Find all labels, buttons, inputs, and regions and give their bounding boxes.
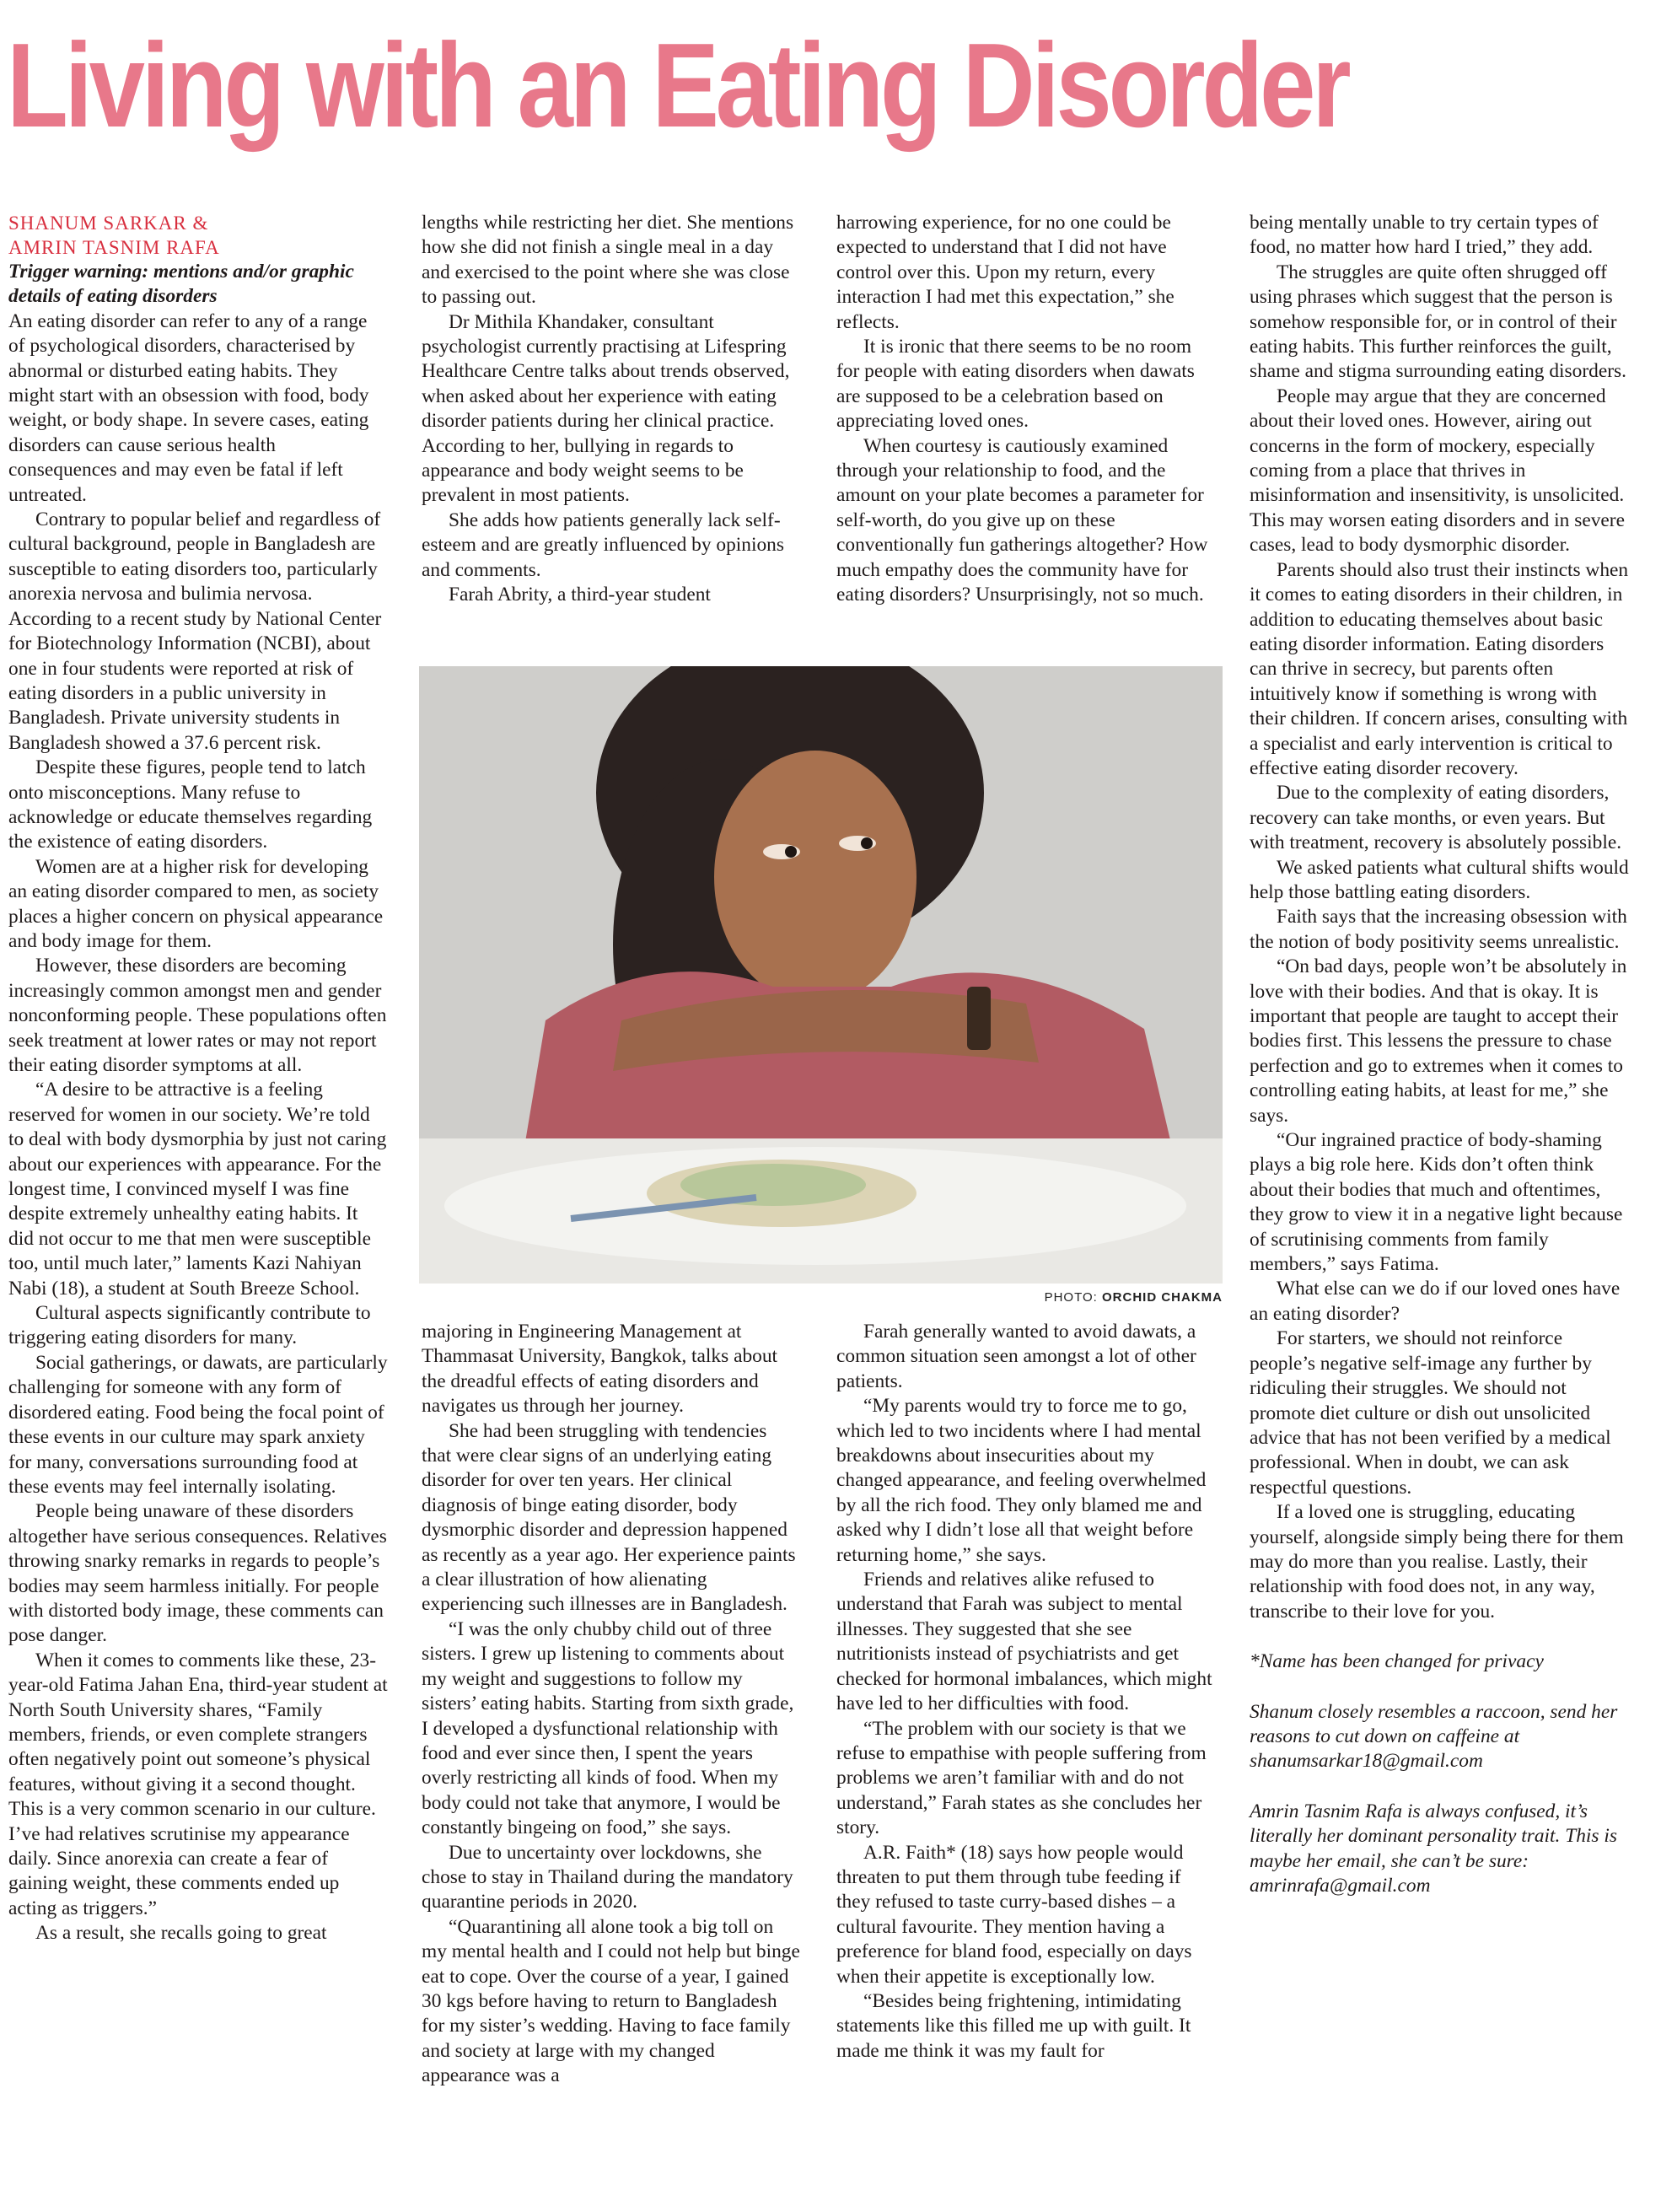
article-column-2-top	[422, 211, 801, 608]
paragraph: “Quarantining all alone took a big toll on my mental health and I could not help but binge eat to cope. Over the course of a year, I gained 30 kgs before having to return to Bangladesh for my sister’s wedding. Having to face family and society at large with my changed appearance was a	[422, 1915, 800, 2087]
author-bio-amrin: Amrin Tasnim Rafa is always confused, it’s literally her dominant personality trait. This is maybe her email, she can’t be sure: amrinrafa@gmail.com	[1250, 1800, 1617, 1897]
trigger-warning: Trigger warning: mentions and/or graphic details of eating disorders	[8, 261, 354, 308]
paragraph: majoring in Engineering Management at Thammasat University, Bangkok, talks about the dreadful effects of eating disorders and navigates us through her journey.	[422, 1321, 778, 1418]
article-column-3-bottom	[836, 1320, 1216, 2064]
paragraph: People being unaware of these disorders altogether have serious consequences. Relatives throwing snarky remarks in regards to people’s bodies may seem harmless initially. For people with distorted body image, these comments can pose danger.	[8, 1500, 387, 1647]
paragraph: lengths while restricting her diet. She mentions how she did not finish a single meal in a day and exercised to the point where she was close to passing out.	[422, 212, 794, 309]
author-2: AMRIN TASNIM RAFA	[8, 237, 220, 258]
paragraph: Farah generally wanted to avoid dawats, a common situation seen amongst a lot of other patients.	[836, 1321, 1196, 1392]
paragraph: Faith says that the increasing obsession with the notion of body positivity seems unrealistic.	[1250, 906, 1627, 953]
page-title: Living with an Eating Disorder	[7, 19, 1348, 153]
paragraph: Due to uncertainty over lockdowns, she chose to stay in Thailand during the mandatory quarantine periods in 2020.	[422, 1841, 793, 1913]
paragraph: Social gatherings, or dawats, are particularly challenging for someone with any form of disordered eating. Food being the focal point of these events in our culture may spark anxiety for many, conversations surrounding food at these events may feel internally isolating.	[8, 1351, 388, 1498]
article-photo	[419, 666, 1223, 1284]
author-1: SHANUM SARKAR &	[8, 213, 209, 234]
photo-credit-name: ORCHID CHAKMA	[1102, 1290, 1223, 1305]
paragraph: The struggles are quite often shrugged off using phrases which suggest that the person is somehow responsible for, or in control of their eating habits. This further reinforces the guilt, shame and stigma surrounding eating disorders.	[1250, 261, 1626, 383]
paragraph: “My parents would try to force me to go, which led to two incidents where I had mental breakdowns about insecurities about my changed appearance, and feeling overwhelmed by all the rich food. They only blamed me and asked why I didn’t lose all that weight before returning home,” she says.	[836, 1395, 1207, 1566]
paragraph: If a loved one is struggling, educating yourself, alongside simply being there for them may do more than you realise. Lastly, their relationship with food does not, in any way, transcribe to their love for you.	[1250, 1501, 1624, 1623]
byline	[8, 211, 388, 260]
paragraph: “A desire to be attractive is a feeling reserved for women in our society. We’re told to deal with body dysmorphia by just not caring about our experiences with appearance. For the longest time, I convinced myself I was fine despite extremely unhealthy eating habits. It did not occur to me that men were susceptible too, until much later,” laments Kazi Nahiyan Nabi (18), a student at South Breeze School.	[8, 1079, 387, 1300]
paragraph: Cultural aspects significantly contribute to triggering eating disorders for many.	[8, 1302, 371, 1349]
paragraph: She adds how patients generally lack self-esteem and are greatly influenced by opinions and comments.	[422, 509, 784, 581]
author-bio-shanum: Shanum closely resembles a raccoon, send her reasons to cut down on caffeine at shanumsarkar18@gmail.com	[1250, 1700, 1618, 1773]
paragraph: “The problem with our society is that we refuse to empathise with people suffering from problems we aren’t familiar with and do not understand,” Farah states as she concludes her story.	[836, 1717, 1207, 1839]
article-column-1	[8, 211, 388, 1946]
paragraph: Friends and relatives alike refused to understand that Farah was subject to mental illnesses. They suggested that she see nutritionists instead of psychiatrists and get checked for hormonal imbalances, which might have led to her difficulties with food.	[836, 1569, 1212, 1715]
paragraph: Farah Abrity, a third-year student	[449, 584, 711, 606]
paragraph: Contrary to popular belief and regardless of cultural background, people in Bangladesh are susceptible to eating disorders too, particularly anorexia nervosa and bulimia nervosa. According to a recent study by National Center for Biotechnology Information (NCBI), about one in four students were reported at risk of eating disorders in a public university in Bangladesh. Private university students in Bangladesh showed a 37.6 percent risk.	[8, 509, 382, 754]
paragraph: What else can we do if our loved ones have an eating disorder?	[1250, 1278, 1621, 1325]
paragraph: Parents should also trust their instincts when it comes to eating disorders in their children, in addition to educating themselves about basic eating disorder information. Eating disorders can thrive in secrecy, but parents often intuitively know if something is wrong with their children. If concern arises, consulting with a specialist and early intervention is critical to effective eating disorder recovery.	[1250, 558, 1629, 779]
paragraph: It is ironic that there seems to be no room for people with eating disorders when dawats are supposed to be a celebration based on appreciating loved ones.	[836, 336, 1195, 433]
paragraph: However, these disorders are becoming increasingly common amongst men and gender nonconforming people. These populations often seek treatment at lower rates or may not report their eating disorder symptoms at all.	[8, 955, 387, 1076]
photo-credit	[970, 1290, 1223, 1305]
article-column-2-bottom	[422, 1320, 801, 2089]
paragraph: She had been struggling with tendencies that were clear signs of an underlying eating disorder for over ten years. Her clinical diagnosis of binge eating disorder, body dysmorphic disorder and depression happened as recently as a year ago. Her experience paints a clear illustration of how alienating experiencing such illnesses are in Bangladesh.	[422, 1419, 796, 1616]
paragraph: When courtesy is cautiously examined through your relationship to food, and the amount on your plate becomes a parameter for self-worth, do you give up on these conventionally fun gatherings altogether? How much empathy does the community have for eating disorders? Unsurprisingly, not so much.	[836, 434, 1208, 606]
paragraph: We asked patients what cultural shifts would help those battling eating disorders.	[1250, 856, 1629, 903]
paragraph: People may argue that they are concerned about their loved ones. However, airing out concerns in the form of mockery, especially coming from a place that thrives in misinformation and insensitivity, is unsolicited. This may worsen eating disorders and in severe cases, lead to body dysmorphic disorder.	[1250, 385, 1625, 557]
paragraph: “I was the only chubby child out of three sisters. I grew up listening to comments about my weight and suggestions to follow my sisters’ eating habits. Starting from sixth grade, I developed a dysfunctional relationship with food and ever since then, I spent the years overly restricting all kinds of food. When my body could not take that anymore, I would be constantly bingeing on food,” she says.	[422, 1617, 794, 1839]
paragraph: Women are at a higher risk for developing an eating disorder compared to men, as society places a higher concern on physical appearance and body image for them.	[8, 855, 384, 952]
paragraph: Dr Mithila Khandaker, consultant psychologist currently practising at Lifespring Healthcare Centre talks about trends observed, when asked about her experience with eating disorder patients during her clinical practice. According to her, bullying in regards to appearance and body weight seems to be prevalent in most patients.	[422, 310, 790, 507]
paragraph: “Our ingrained practice of body-shaming plays a big role here. Kids don’t often think about their bodies that much and oftentimes, they grow to view it in a negative light because of scrutinising comments from family members,” says Fatima.	[1250, 1129, 1623, 1276]
paragraph: As a result, she recalls going to great	[35, 1922, 327, 1945]
article-column-3-top	[836, 211, 1216, 608]
paragraph: “Besides being frightening, intimidating statements like this filled me up with guilt. It made me think it was my fault for	[836, 1989, 1191, 2062]
paragraph: harrowing experience, for no one could be expected to understand that I did not have control over this. Upon my return, every interaction I had met this expectation,” she reflects.	[836, 212, 1175, 333]
paragraph: Due to the complexity of eating disorders, recovery can take months, or even years. But with treatment, recovery is absolutely possible.	[1250, 782, 1622, 854]
photo-illustration	[419, 666, 1223, 1284]
paragraph: For starters, we should not reinforce people’s negative self-image any further by ridiculing their struggles. We should not promote diet culture or dish out unsolicited advice that has not been verified by a medical professional. When in doubt, we can ask respectful questions.	[1250, 1327, 1611, 1499]
paragraph: being mentally unable to try certain types of food, no matter how hard I tried,” they add.	[1250, 212, 1599, 259]
footnote-name-change: *Name has been changed for privacy	[1250, 1650, 1544, 1673]
paragraph: “On bad days, people won’t be absolutely in love with their bodies. And that is okay. It is important that people are taught to accept their bodies first. This lessens the pressure to chase perfection and go to extremes when it comes to controlling eating habits, at least for me,” she says.	[1250, 955, 1627, 1127]
paragraph: Despite these figures, people tend to latch onto misconceptions. Many refuse to acknowledge or educate themselves regarding the existence of eating disorders.	[8, 756, 373, 853]
paragraph: When it comes to comments like these, 23-year-old Fatima Jahan Ena, third-year student at North South University shares, “Family members, friends, or even complete strangers often negatively point out someone’s physical features, without giving it a second thought. This is a very common scenario in our culture. I’ve had relatives scrutinise my appearance daily. Since anorexia can create a fear of gaining weight, these comments ended up acting as triggers.”	[8, 1649, 388, 1919]
article-column-4	[1250, 211, 1629, 1898]
photo-credit-prefix: PHOTO:	[1044, 1290, 1098, 1305]
paragraph: A.R. Faith* (18) says how people would threaten to put them through tube feeding if they refused to taste curry-based dishes – a cultural favourite. They mention having a preference for bland food, especially on days when their appetite is exceptionally low.	[836, 1841, 1192, 1988]
paragraph: An eating disorder can refer to any of a range of psychological disorders, characterised by abnormal or disturbed eating habits. They might start with an obsession with food, body weight, or body shape. In severe cases, eating disorders can cause serious health consequences and may even be fatal if left untreated.	[8, 309, 369, 506]
